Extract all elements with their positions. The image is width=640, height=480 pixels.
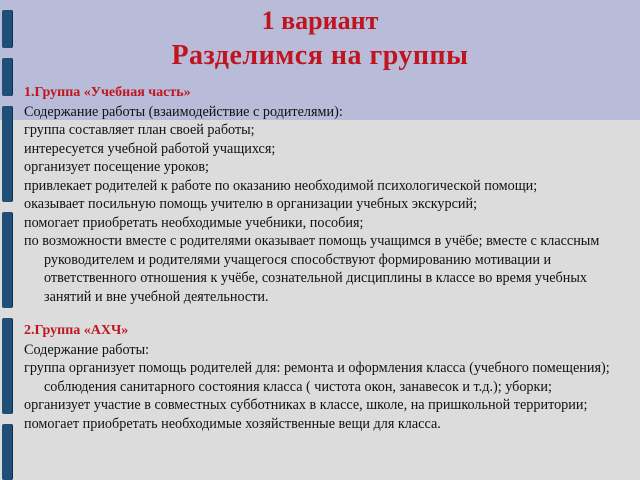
group1-line: помогает приобретать необходимые учебники, пособия; [24,214,364,231]
bar-segment [2,106,12,202]
bar-segment [2,318,12,414]
group1-line: Содержание работы (взаимодействие с родителями): [24,103,343,120]
group1-line: группа составляет план своей работы; [24,122,255,138]
title-variant: 1 вариант [261,6,379,35]
left-decorative-bar [2,0,12,480]
slide-content [24,84,632,433]
group1-line: организует посещение уроков; [24,159,209,175]
group1-line: оказывает посильную помощь учителю в организации учебных экскурсий; [24,196,478,212]
group1-line: интересуется учебной работой учащихся; [24,140,276,157]
spacer [24,306,632,322]
group2-line: группа организует помощь родителей для: ремонта и оформления класса (учебного помещения); соблюдения санитарного состояния класса ( чистота окон, занавесок и т.д.); уборки; [24,360,610,395]
group2-line: помогает приобретать необходимые хозяйственные вещи для класса. [24,415,441,432]
group2-line: организует участие в совместных субботниках в классе, школе, на пришкольной территории; [24,397,588,413]
group2-heading: 2.Группа «АХЧ» [24,323,129,338]
group1-heading: 1.Группа «Учебная часть» [24,85,191,100]
title-main: Разделимся на группы [171,40,469,71]
group1-line: по возможности вместе с родителями оказывает помощь учащимся в учёбе; вместе с классным руководителем и родителями учащегося способствуют формированию мотивации и ответственного отношения к учёбе, сознательной дисциплины в классе во время учебных занятий и вне учебной деятельности. [24,233,600,305]
group1-line: привлекает родителей к работе по оказанию необходимой психологической помощи; [24,177,538,194]
bar-segment [2,212,12,308]
slide-title [0,6,640,72]
bar-segment [2,424,12,480]
group2-line: Содержание работы: [24,341,150,358]
